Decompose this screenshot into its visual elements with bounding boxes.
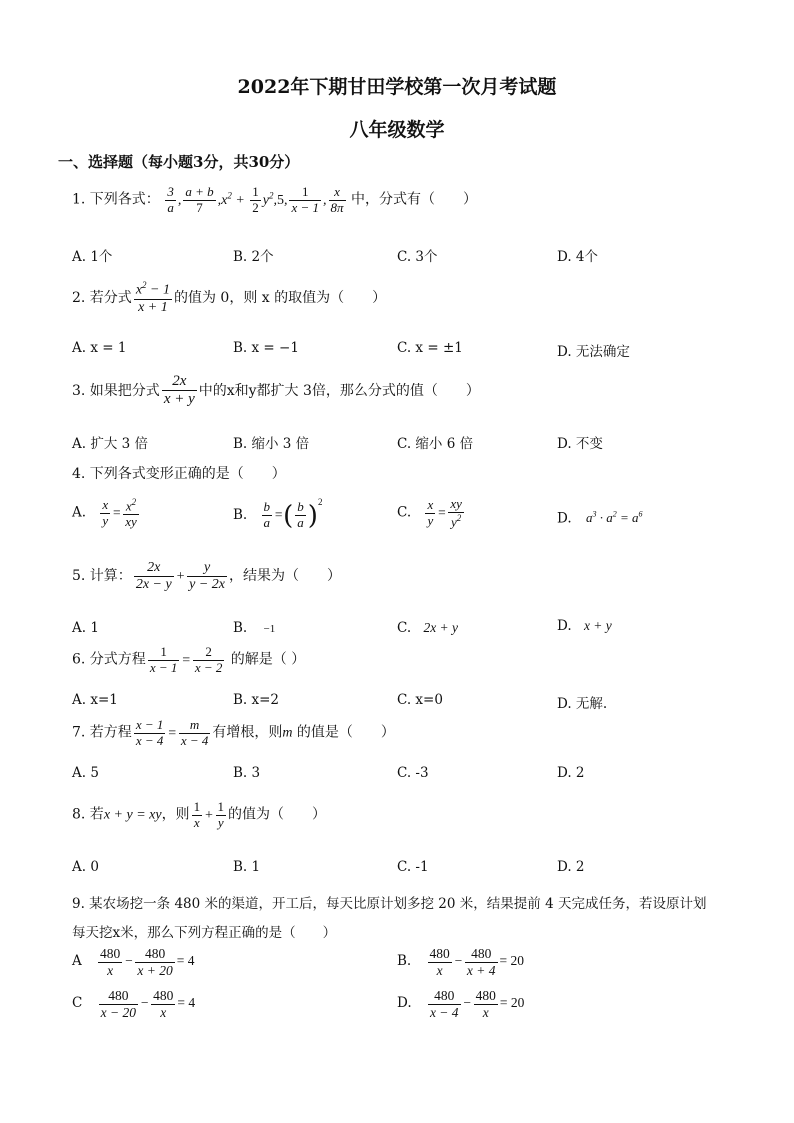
section-heading: 一、选择题（每小题3分，共30分） (58, 153, 300, 171)
question-4: 4. 下列各式变形正确的是（ ） (72, 466, 286, 482)
q8-option-c[interactable]: C. -1 (397, 859, 429, 875)
question-2-prefix: 2. 若分式 (72, 289, 132, 306)
q2-option-c[interactable]: C. x = ±1 (397, 340, 463, 356)
question-3 (72, 373, 480, 409)
q3-option-a[interactable]: A. 扩大 3 倍 (72, 436, 149, 452)
question-3-prefix: 3. 如果把分式 (72, 382, 160, 399)
question-8-expr: $\frac{1}{x}$ + $\frac{1}{y}$ (193, 799, 225, 830)
q9-option-a[interactable] (72, 946, 195, 978)
question-2-fraction: $\frac{x^2 - 1}{x + 1}$ (135, 280, 170, 315)
q4-option-b[interactable] (233, 497, 322, 531)
q9-option-d[interactable] (397, 988, 524, 1020)
q5-option-a[interactable]: A. 1 (72, 620, 99, 636)
q9-option-b[interactable] (397, 946, 524, 978)
q9-option-b-label: B. (397, 953, 412, 970)
q9-option-a-expr: $\frac{480}{x}$ − $\frac{480}{x + 20}$ = 4 (100, 946, 195, 978)
q3-option-b[interactable]: B. 缩小 3 倍 (233, 436, 310, 452)
q6-option-c[interactable]: C. x=0 (397, 692, 443, 708)
question-6 (72, 645, 305, 676)
q8-option-b[interactable]: B. 1 (233, 859, 261, 875)
q3-option-d[interactable]: D. 不变 (557, 436, 603, 452)
q6-option-d[interactable]: D. 无解. (557, 696, 608, 712)
question-9-line2: 每天挖x米，那么下列方程正确的是（ ） (72, 925, 337, 941)
question-3-suffix: 中的x和y都扩大 3倍，那么分式的值（ ） (198, 382, 480, 399)
question-6-suffix: 的解是（ ） (226, 651, 306, 668)
q4-option-c[interactable] (397, 497, 466, 530)
question-8 (72, 800, 326, 831)
q5-option-b[interactable] (233, 620, 275, 636)
q9-option-d-expr: $\frac{480}{x - 4}$ − $\frac{480}{x}$ = 20 (429, 988, 525, 1020)
q9-option-c-expr: $\frac{480}{x - 20}$ − $\frac{480}{x}$ = 4 (100, 988, 196, 1020)
q5-option-d[interactable] (557, 618, 612, 634)
question-8-suffix: 的值为（ ） (228, 806, 327, 823)
question-7-equation: $\frac{x - 1}{x - 4}$ = $\frac{m}{x - 4}$ (135, 717, 209, 748)
q8-option-a[interactable]: A. 0 (72, 859, 99, 875)
q4-option-d[interactable] (557, 510, 642, 526)
q4-option-c-expr: $\frac{x}{y}$ = $\frac{xy}{y^2}$ (427, 496, 462, 530)
question-7-suffix2: 的值是（ ） (292, 724, 395, 741)
question-5-expr: $\frac{2x}{2x - y}$ + $\frac{y}{y - 2x}$ (135, 560, 226, 593)
question-2-suffix: 的值为 0，则 x 的取值为（ ） (173, 289, 387, 306)
q2-option-a[interactable]: A. x = 1 (72, 340, 127, 356)
q6-option-a[interactable]: A. x=1 (72, 692, 118, 708)
q5-option-b-expr: −1 (263, 623, 276, 635)
q2-option-b[interactable]: B. x = −1 (233, 340, 299, 356)
q9-option-c-label: C (72, 995, 83, 1012)
q7-option-d[interactable]: D. 2 (557, 765, 585, 781)
question-9-line1: 9. 某农场挖一条 480 米的渠道，开工后，每天比原计划多挖 20 米，结果提前 4 天完成任务，若设原计划 (72, 896, 707, 912)
question-1-items: $\frac{3}{a}$ , $\frac{a + b}{7}$ $,x^2$ + $\frac{1}{2}$ $y^2,5$, $\frac{1}{x - 1}$ , $\frac{x}{8\pi}$ (167, 184, 344, 215)
q5-option-b-label: B. (233, 620, 248, 636)
question-7-prefix: 7. 若方程 (72, 724, 132, 741)
q5-option-d-expr: x + y (583, 618, 612, 633)
q9-option-d-label: D. (397, 995, 412, 1012)
question-5-suffix: ，结果为（ ） (229, 567, 342, 584)
q1-option-b[interactable]: B. 2个 (233, 249, 274, 265)
q9-option-c[interactable] (72, 988, 195, 1020)
q4-option-a[interactable] (72, 497, 141, 530)
q2-option-d[interactable]: D. 无法确定 (557, 344, 630, 360)
q4-option-c-label: C. (397, 504, 412, 521)
q4-option-d-expr: $a^3 \cdot a^2 = a^6$ (585, 510, 643, 526)
question-1 (72, 185, 477, 216)
q7-option-b[interactable]: B. 3 (233, 765, 261, 781)
q5-option-c[interactable] (397, 620, 458, 636)
question-8-condition: x + y = xy (103, 807, 162, 823)
q6-option-b[interactable]: B. x=2 (233, 692, 280, 708)
q1-option-a[interactable]: A. 1个 (72, 249, 113, 265)
q9-option-b-expr: $\frac{480}{x}$ − $\frac{480}{x + 4}$ = 20 (429, 946, 524, 978)
q1-option-c[interactable]: C. 3个 (397, 249, 438, 265)
question-7-var: m (282, 725, 293, 741)
q4-option-b-label: B. (233, 507, 248, 523)
q8-option-d[interactable]: D. 2 (557, 859, 585, 875)
q4-option-b-expr: $\frac{b}{a}$ =( $\frac{b}{a}$ )$^2$ (263, 497, 323, 531)
question-6-prefix: 6. 分式方程 (72, 651, 146, 668)
question-5 (72, 560, 341, 593)
question-2 (72, 280, 386, 316)
question-5-prefix: 5. 计算： (72, 567, 132, 584)
question-1-prefix: 1. 下列各式： (72, 191, 160, 208)
q5-option-c-expr: 2x + y (423, 620, 459, 635)
q7-option-c[interactable]: C. -3 (397, 765, 429, 781)
question-8-prefix: 8. 若 (72, 806, 104, 823)
question-1-suffix: 中，分式有（ ） (351, 191, 478, 208)
q9-option-a-label: A (72, 953, 82, 970)
question-6-equation: $\frac{1}{x - 1}$ = $\frac{2}{x - 2}$ (149, 644, 223, 675)
question-8-mid: ，则 (161, 806, 190, 823)
question-7-suffix: 有增根，则 (212, 724, 283, 741)
q4-option-d-label: D. (557, 510, 572, 527)
q4-option-a-label: A. (72, 504, 87, 521)
question-3-fraction: $\frac{2x}{x + y}$ (163, 373, 195, 408)
q1-option-d[interactable]: D. 4个 (557, 249, 599, 265)
q3-option-c[interactable]: C. 缩小 6 倍 (397, 436, 474, 452)
q5-option-c-label: C. (397, 620, 412, 636)
q7-option-a[interactable]: A. 5 (72, 765, 99, 781)
question-7 (72, 718, 395, 749)
page-subtitle: 八年级数学 (349, 119, 445, 141)
page-title: 2022年下期甘田学校第一次月考试题 (237, 76, 557, 98)
q4-option-a-expr: $\frac{x}{y}$ = $\frac{x^2}{xy}$ (102, 497, 137, 530)
q5-option-d-label: D. (557, 618, 572, 634)
